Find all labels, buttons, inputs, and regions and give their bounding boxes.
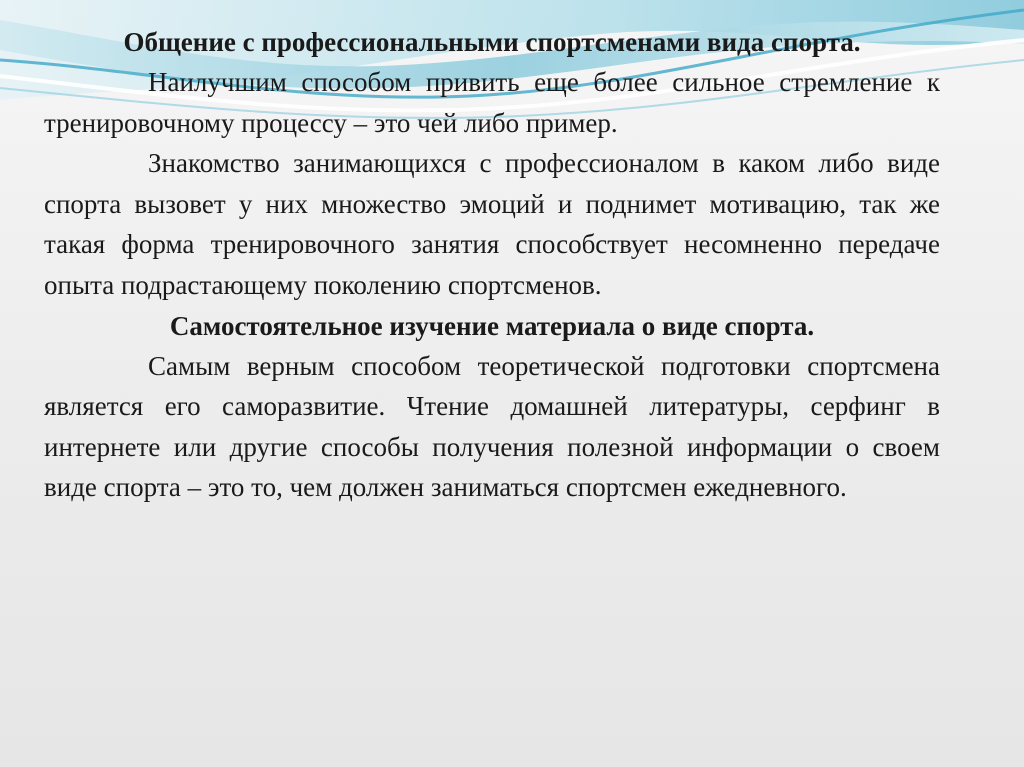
paragraph-self-development: Самым верным способом теоретической подготовки спортсмена является его саморазвитие. Чтение домашней литературы, серфинг в интернете или другие способы получения полезной информации о своем виде спорта – это то, чем должен заниматься спортсмен ежедневного. <box>44 350 940 503</box>
paragraph-best-way: Наилучшим способом привить еще более сильное стремление к тренировочному процессу – это чей либо пример. <box>44 67 940 138</box>
section-heading-self-study: Самостоятельное изучение материала о виде спорта. <box>169 310 815 341</box>
slide-content <box>44 22 940 508</box>
paragraph-acquaintance: Знакомство занимающихся с профессионалом в каком либо виде спорта вызовет у них множество эмоций и поднимет мотивацию, так же такая форма тренировочного занятия способствует несомненно передаче опыта подрастающему поколению спортсменов. <box>44 148 940 300</box>
section-heading-communication: Общение с профессиональными спортсменами вида спорта. <box>123 27 861 57</box>
